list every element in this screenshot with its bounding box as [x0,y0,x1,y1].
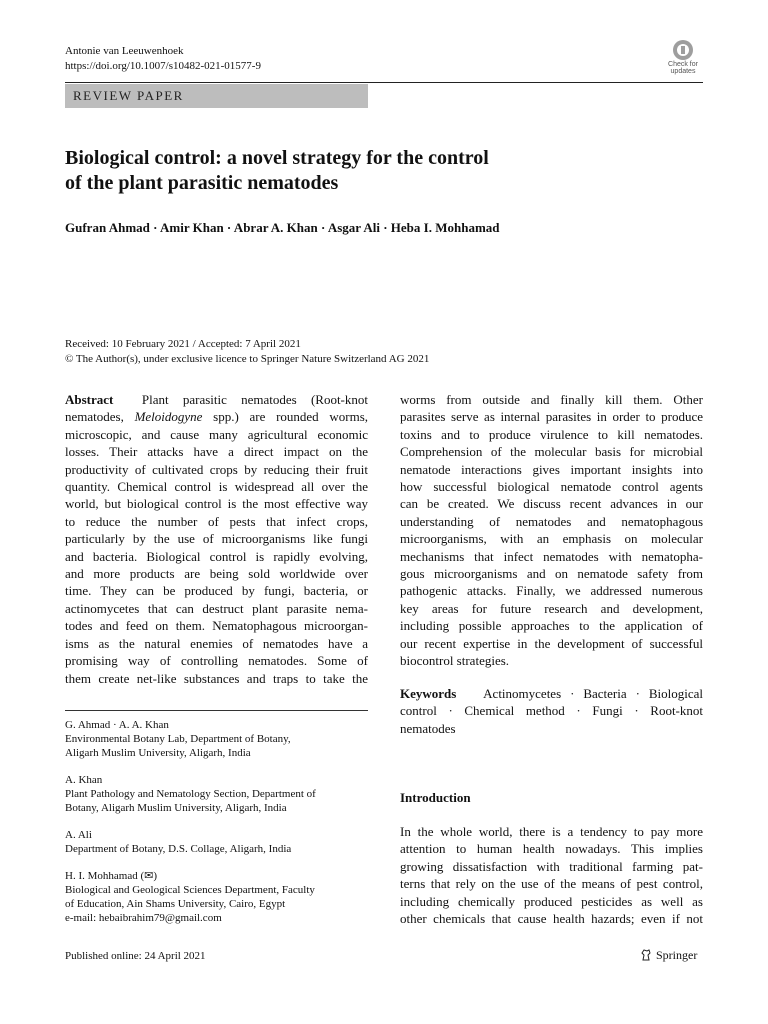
publisher-name: Springer [656,948,698,962]
published-date: Published online: 24 April 2021 [65,950,206,962]
keywords-line: Keywords Actinomycetes · Bacteria · Biological [400,686,703,701]
abstract-line: nematodes, Meloidogyne spp.) are rounded worms, [65,409,369,425]
section-banner-label: REVIEW PAPER [73,88,184,103]
affiliation-names: A. Khan [65,774,103,786]
affiliation-line: Aligarh Muslim University, Aligarh, India [65,747,251,759]
abstract-line: promising way of controlling nematodes. Some of [65,653,368,669]
abstract-line: isms as the natural enemies of nematodes have a [65,635,368,651]
received-dates: Received: 10 February 2021 / Accepted: 7 April 2021 [65,338,301,350]
title-line-2: of the plant parasitic nematodes [65,172,339,194]
abstract-line: including possible approaches to the application of [400,618,703,634]
affiliation-line: Environmental Botany Lab, Department of Botany, [65,733,291,745]
badge-label: Check for updates [668,61,698,75]
intro-line: other chemicals that cause health hazards; even if not [400,911,703,927]
abstract-line: to reduce the number of pests that infect crops, [65,513,368,529]
abstract-line: particularly by the use of microorganisms like fungi [65,531,368,547]
email-link[interactable]: e-mail: hebaibrahim79@gmail.com [65,912,222,924]
introduction-text [400,823,703,927]
intro-line: growing dissatisfaction with traditional farming pat- [400,858,703,874]
abstract-line: understanding of nematodes and nematophagous [400,513,703,529]
abstract-line: pathogenic attacks. Finally, we addressed numerous [400,583,703,599]
abstract-line: actinomycetes that can destruct plant parasite nema- [65,600,368,616]
abstract-line: quantity. Chemical control is widespread all over the [65,479,368,495]
header-rule [65,82,703,83]
affiliation-block [65,828,368,856]
publisher-logo [640,948,697,963]
abstract-line: productivity of cultivated crops by reducing their fruit [65,461,368,477]
abstract-line: how successful biological nematode control agents [400,479,703,495]
abstract-line: can be created. We discuss recent advances in our [400,496,703,512]
intro-line: terns that rely on the use of the means of pest control, [400,876,703,892]
keywords-block [400,685,703,737]
affiliation-line: Plant Pathology and Nematology Section, Department of [65,788,316,800]
abstract-line: our recent expertise in the development of successful [400,635,703,651]
genus-name: Meloidogyne [134,409,203,425]
affiliation-line: of Education, Ain Shams University, Cairo, Egypt [65,898,286,910]
affiliation-line: Biological and Geological Sciences Department, Faculty [65,884,315,896]
affiliation-line: Botany, Aligarh Muslim University, Aligarh, India [65,802,287,814]
copyright-notice: © The Author(s), under exclusive licence to Springer Nature Switzerland AG 2021 [65,353,430,365]
abstract-right-column [400,391,703,670]
intro-line: In the whole world, there is a tendency to pay more [400,824,703,839]
abstract-line: microscopic, and cause many agricultural economic [65,426,368,442]
keywords-label: Keywords [400,686,457,701]
abstract-line: mechanisms that infect nematodes with nematopha- [400,548,703,564]
introduction-heading: Introduction [400,790,471,805]
springer-horse-icon [640,949,652,961]
doi-link[interactable]: https://doi.org/10.1007/s10482-021-01577-9 [65,60,261,72]
affiliation-block [65,718,368,760]
abstract-line: and more products are being sold worldwide over [65,566,368,582]
abstract-line: Comprehension of the molecular basis for microbial [400,444,703,460]
affiliation-names: G. Ahmad · A. A. Khan [65,719,169,731]
affiliation-block [65,869,368,925]
affiliation-names: A. Ali [65,829,92,841]
paper-title [65,146,625,196]
affiliation-block [65,773,368,815]
title-line-1: Biological control: a novel strategy for the control [65,147,489,169]
intro-line: including chemically produced pesticides as well as [400,893,703,909]
abstract-line: parasites serve as internal parasites in order to produce [400,409,703,425]
intro-line: attention to human health nowadays. This implies [400,841,703,857]
abstract-line: toxins and to produce virulence to kill nematodes. [400,426,703,442]
section-banner [65,84,368,108]
abstract-line: key areas for future research and development, [400,600,703,616]
abstract-line: todes and feed on them. Nematophagous microorgan- [65,618,368,634]
abstract-line: losses. Their attacks have a direct impact on the [65,444,368,460]
abstract-line: time. They can be produced by fungi, bacteria, or [65,583,368,599]
affiliation-line: Department of Botany, D.S. Collage, Aligarh, India [65,843,292,855]
abstract-line: gous microorganisms and on nematode safety from [400,566,703,582]
affiliations-rule [65,710,368,711]
abstract-line: worms from outside and finally kill them. Other [400,392,703,407]
check-for-updates-badge[interactable] [662,38,704,80]
abstract-line: them create net-like substances and traps to take the [65,670,368,686]
author-list: Gufran Ahmad · Amir Khan · Abrar A. Khan · Asgar Ali · Heba I. Mohhamad [65,220,500,235]
affiliation-names: H. I. Mohhamad (✉) [65,870,158,882]
abstract-left-column [65,391,368,687]
abstract-line: nematode interactions gives important insights into [400,461,703,477]
abstract-line: world, but biological control is the most effective way [65,496,368,512]
abstract-line: biocontrol strategies. [400,653,510,669]
abstract-label: Abstract [65,392,114,407]
check-updates-icon [662,38,704,62]
keywords-line: control · Chemical method · Fungi · Root-knot [400,703,703,719]
abstract-line: Abstract Plant parasitic nematodes (Root-knot [65,392,368,407]
abstract-line: microorganisms, with an emphasis on molecular [400,531,703,547]
abstract-line: and bacteria. Biological control is rapidly evolving, [65,548,368,564]
keywords-line: nematodes [400,720,456,736]
journal-name: Antonie van Leeuwenhoek [65,45,184,57]
